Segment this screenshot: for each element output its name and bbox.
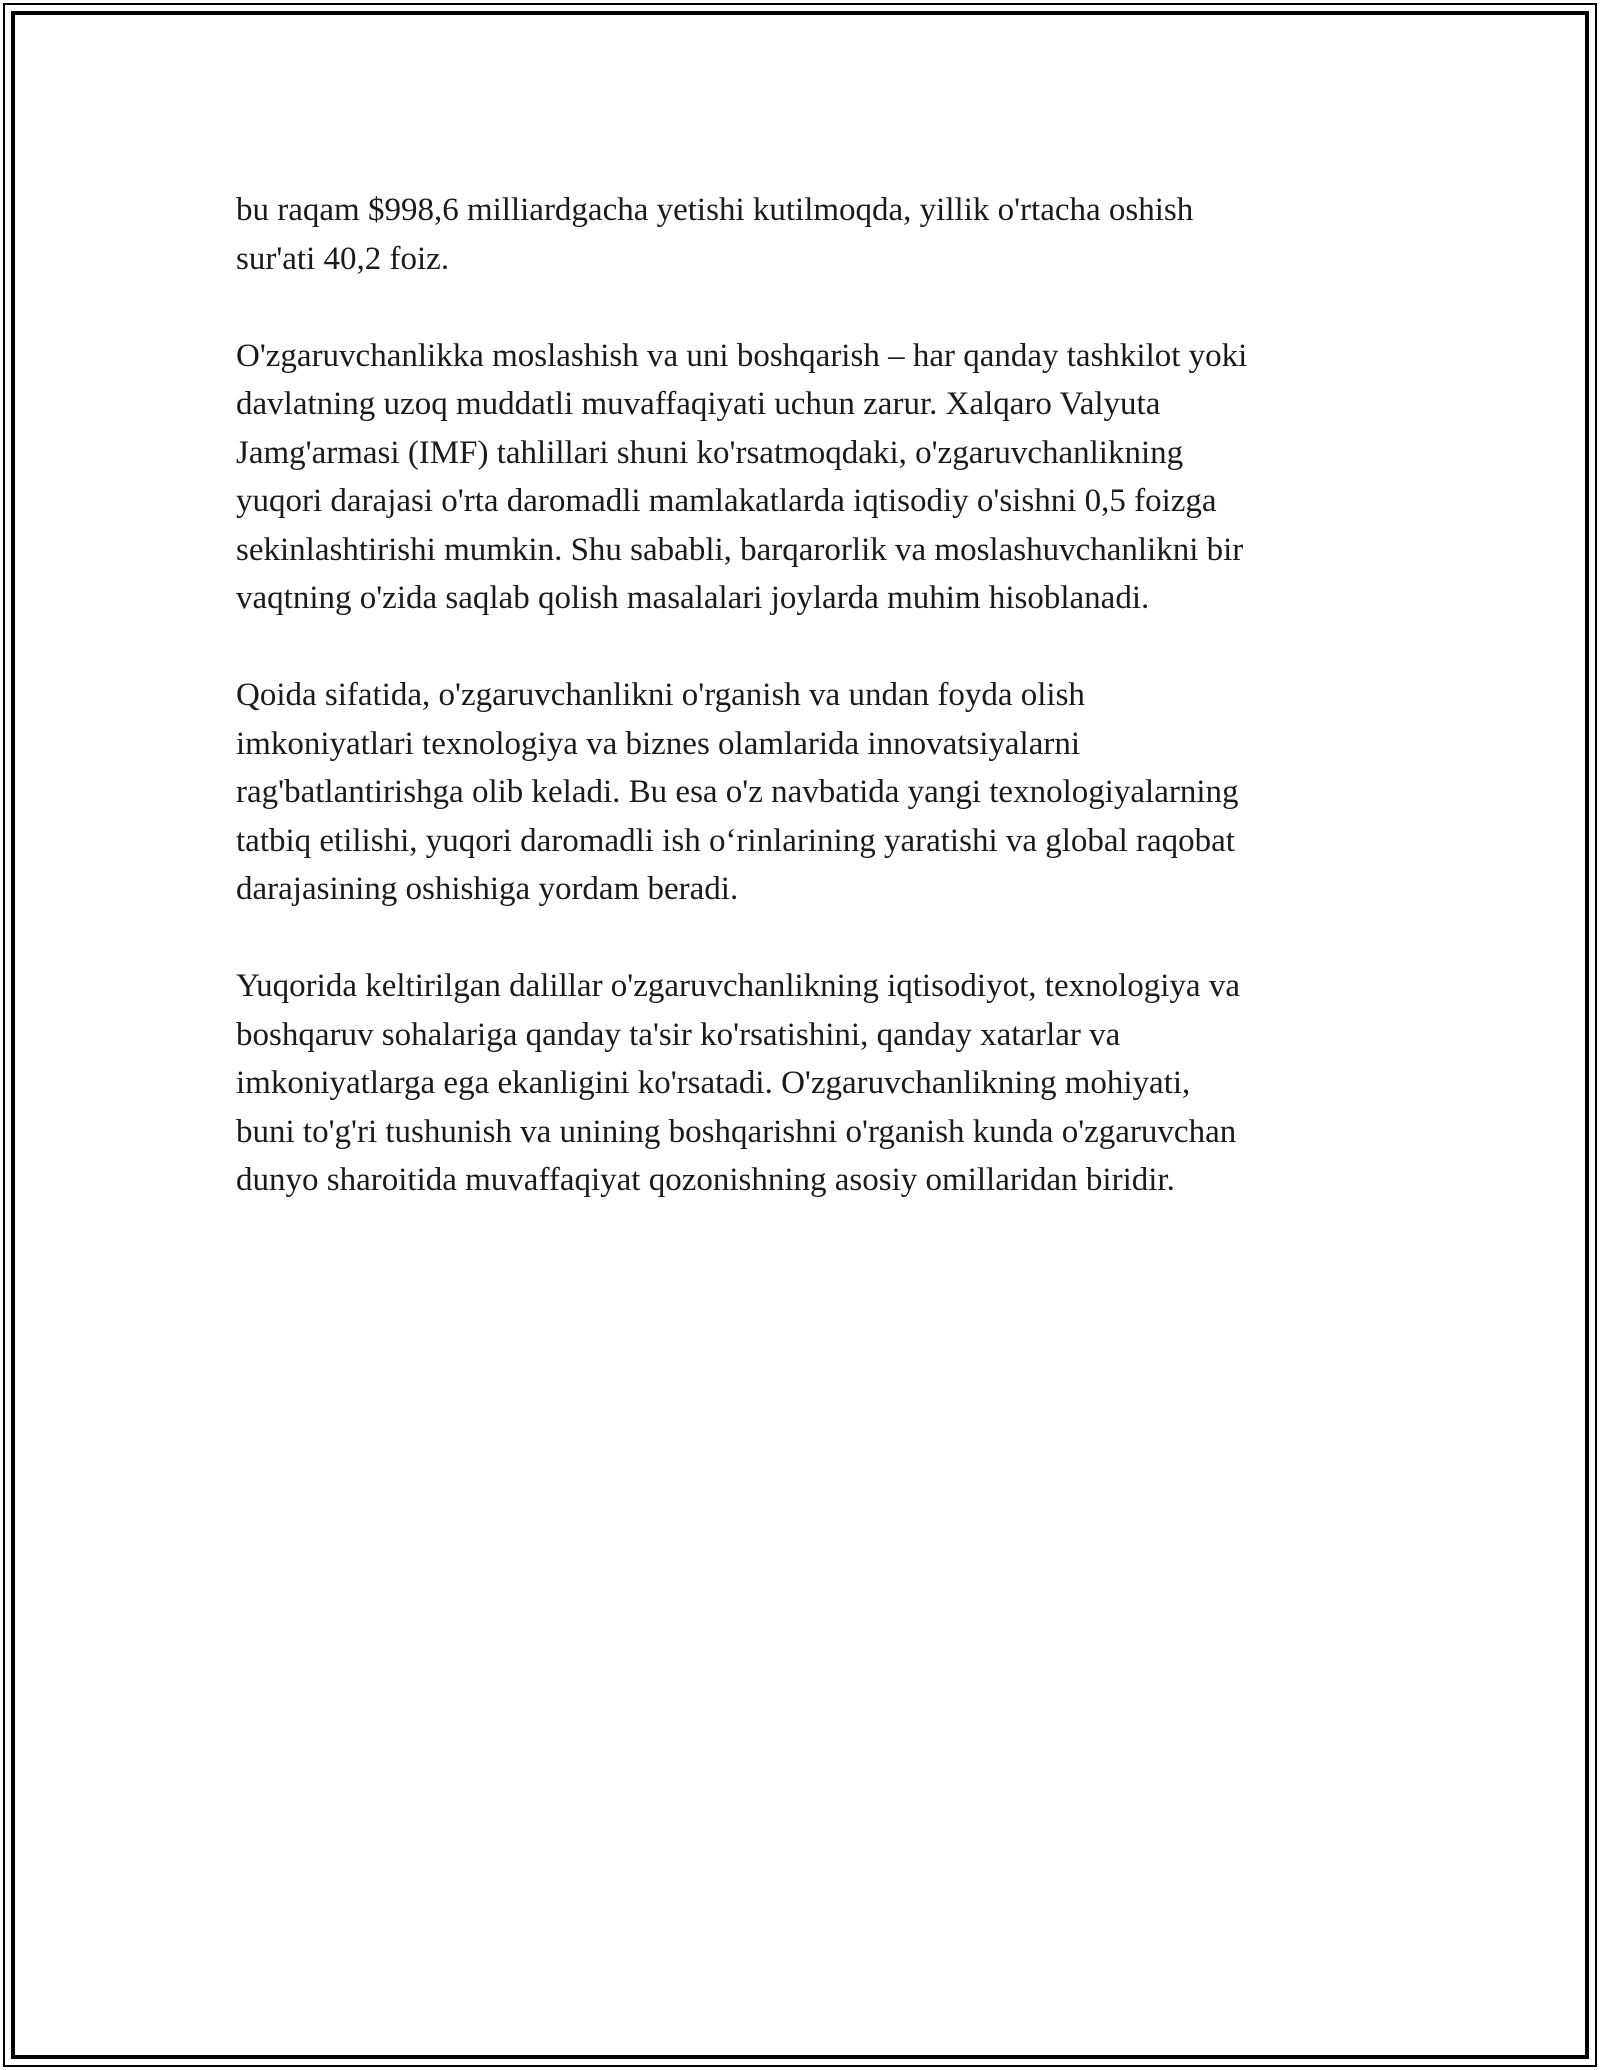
paragraph-line: Jamg'armasi (IMF) tahlillari shuni ko'rsatmoqdaki, o'zgaruvchanlikning [236,434,1184,471]
paragraph-line: rag'batlantirishga olib keladi. Bu esa o'z navbatida yangi texnologiyalarning [236,774,1239,810]
paragraph-line: sekinlashtirishi mumkin. Shu sababli, barqarorlik va moslashuvchanlikni bir [236,531,1244,568]
paragraph-3 [236,671,1376,914]
paragraph-line: davlatning uzoq muddatli muvaffaqiyati uchun zarur. Xalqaro Valyuta [236,386,1161,422]
paragraph-line: Yuqorida keltirilgan dalillar o'zgaruvchanlikning iqtisodiyot, texnologiya va [236,968,1240,1004]
paragraph-1 [236,186,1376,283]
document-body [236,186,1376,1253]
paragraph-4 [236,962,1376,1205]
paragraph-line: tatbiq etilishi, yuqori daromadli ish o‘rinlarining yaratishi va global raqobat [236,822,1235,859]
paragraph-line: boshqaruv sohalariga qanday ta'sir ko'rsatishini, qanday xatarlar va [236,1016,1121,1053]
paragraph-line: O'zgaruvchanlikka moslashish va uni boshqarish – har qanday tashkilot yoki [236,337,1248,374]
paragraph-line: imkoniyatlari texnologiya va biznes olamlarida innovatsiyalarni [236,725,1081,762]
paragraph-line: imkoniyatlarga ega ekanligini ko'rsatadi. O'zgaruvchanlikning mohiyati, [236,1065,1191,1101]
paragraph-line: yuqori darajasi o'rta daromadli mamlakatlarda iqtisodiy o'sishni 0,5 foizga [236,483,1217,519]
paragraph-line: buni to'g'ri tushunish va unining boshqarishni o'rganish kunda o'zgaruvchan [236,1113,1237,1150]
paragraph-line: bu raqam $998,6 milliardgacha yetishi kutilmoqda, yillik o'rtacha oshish [236,192,1194,228]
paragraph-line: darajasining oshishiga yordam beradi. [236,871,739,907]
paragraph-line: dunyo sharoitida muvaffaqiyat qozonishning asosiy omillaridan biridir. [236,1162,1175,1198]
paragraph-2 [236,332,1376,623]
paragraph-line: vaqtning o'zida saqlab qolish masalalari joylarda muhim hisoblanadi. [236,580,1150,616]
paragraph-line: Qoida sifatida, o'zgaruvchanlikni o'rganish va undan foyda olish [236,677,1085,713]
paragraph-line: sur'ati 40,2 foiz. [236,240,450,277]
